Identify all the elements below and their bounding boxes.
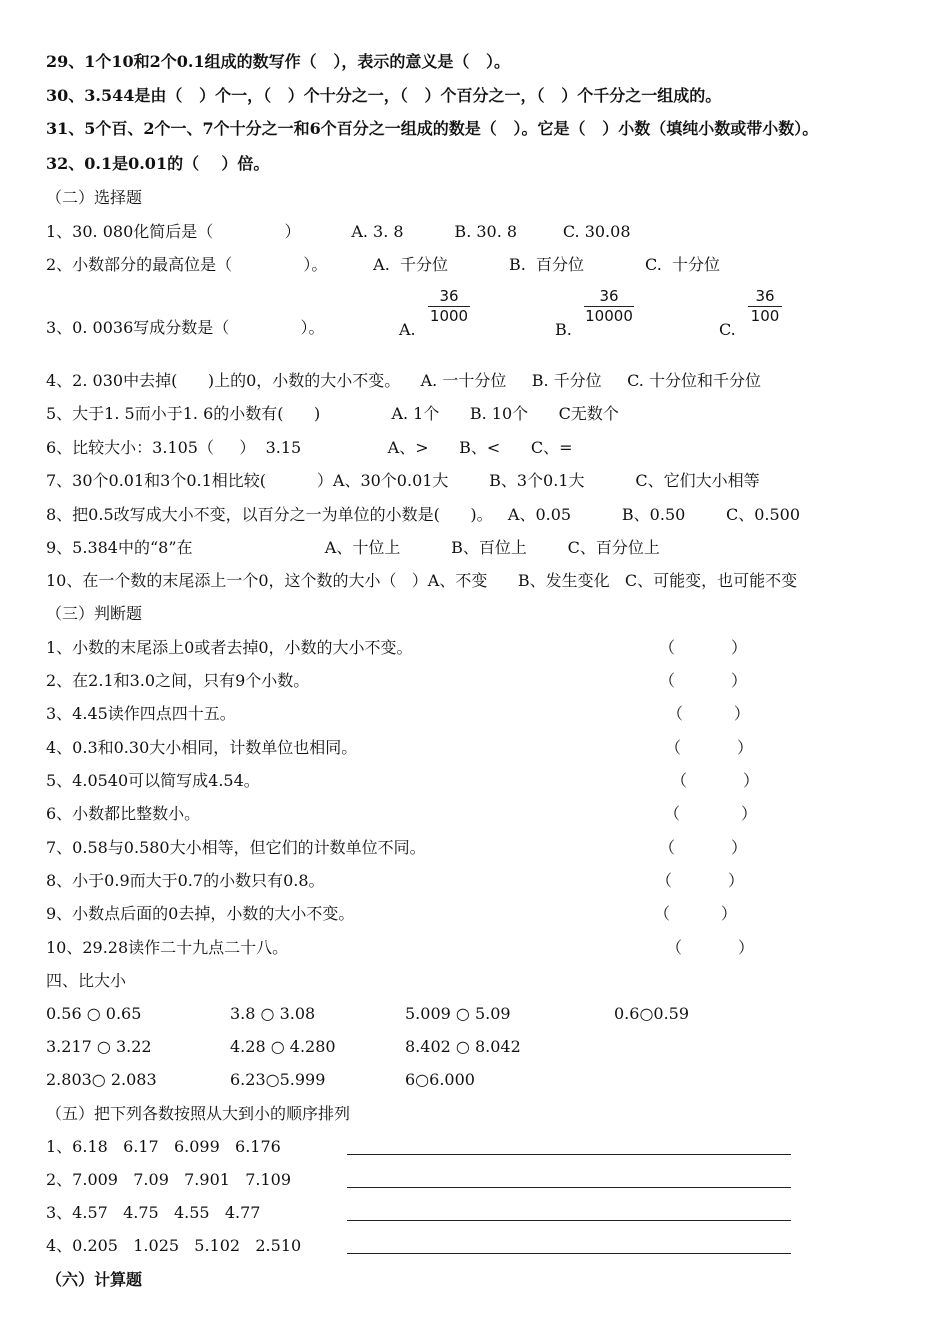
judge-answer-bracket[interactable]: （ ） — [667, 704, 750, 723]
order-item: 1、6.18 6.17 6.099 6.176 — [46, 1137, 281, 1156]
answer-line[interactable] — [347, 1187, 791, 1188]
choice-3-option-c-label: C. — [719, 320, 736, 339]
judge-item: 1、小数的末尾添上0或者去掉0，小数的大小不变。 — [46, 638, 413, 657]
fraction-denominator: 10000 — [585, 307, 633, 325]
judge-item: 9、小数点后面的0去掉，小数的大小不变。 — [46, 904, 355, 923]
choice-3-option-b-fraction — [584, 288, 634, 325]
choice-question-4: 4、2. 030中去掉( )上的0，小数的大小不变。 A. 一十分位 B. 千分位 C. 十分位和千分位 — [46, 371, 761, 390]
answer-line[interactable] — [347, 1154, 791, 1155]
answer-line[interactable] — [347, 1253, 791, 1254]
compare-item: 0.56 ○ 0.65 — [46, 1004, 142, 1023]
judge-item: 5、4.0540可以简写成4.54。 — [46, 771, 260, 790]
compare-item: 3.8 ○ 3.08 — [230, 1004, 316, 1023]
question-29: 29、1个10和2个0.1组成的数写作（ ），表示的意义是（ ）。 — [46, 52, 511, 71]
compare-item: 0.6○0.59 — [614, 1004, 690, 1023]
compare-item: 4.28 ○ 4.280 — [230, 1037, 336, 1056]
judge-answer-bracket[interactable]: （ ） — [659, 838, 747, 857]
judge-answer-bracket[interactable]: （ ） — [656, 871, 744, 890]
order-item: 4、0.205 1.025 5.102 2.510 — [46, 1236, 302, 1255]
choice-question-6: 6、比较大小：3.105（ ） 3.15 A、> B、< C、= — [46, 438, 573, 457]
judge-answer-bracket[interactable]: （ ） — [654, 904, 737, 923]
judge-item: 2、在2.1和3.0之间，只有9个小数。 — [46, 671, 310, 690]
fraction-denominator: 1000 — [429, 307, 469, 325]
judge-answer-bracket[interactable]: （ ） — [659, 638, 747, 657]
choice-3-option-a-label: A. — [399, 320, 416, 339]
question-30: 30、3.544是由（ ）个一，（ ）个十分之一，（ ）个百分之一，（ ）个千分之一组成的。 — [46, 86, 722, 105]
compare-item: 8.402 ○ 8.042 — [405, 1037, 521, 1056]
judge-item: 10、29.28读作二十九点二十八。 — [46, 938, 289, 957]
compare-item: 2.803○ 2.083 — [46, 1070, 157, 1089]
choice-question-10: 10、在一个数的末尾添上一个0，这个数的大小（ ）A、不变 B、发生变化 C、可能变，也可能不变 — [46, 571, 798, 590]
section-heading-calc: （六）计算题 — [46, 1270, 143, 1289]
section-heading-order: （五）把下列各数按照从大到小的顺序排列 — [46, 1104, 351, 1123]
fraction-denominator: 100 — [750, 307, 780, 325]
choice-question-8: 8、把0.5改写成大小不变，以百分之一为单位的小数是( )。 A、0.05 B、0.50 C、0.500 — [46, 505, 801, 524]
choice-question-5: 5、大于1. 5而小于1. 6的小数有( ) A. 1个 B. 10个 C无数个 — [46, 404, 619, 423]
judge-answer-bracket[interactable]: （ ） — [671, 771, 759, 790]
choice-question-9: 9、5.384中的“8”在 A、十位上 B、百位上 C、百分位上 — [46, 538, 660, 557]
compare-item: 6○6.000 — [405, 1070, 475, 1089]
judge-item: 3、4.45读作四点四十五。 — [46, 704, 236, 723]
judge-item: 7、0.58与0.580大小相等，但它们的计数单位不同。 — [46, 838, 426, 857]
answer-line[interactable] — [347, 1220, 791, 1221]
choice-question-7: 7、30个0.01和3个0.1相比较( ）A、30个0.01大 B、3个0.1大 C、它们大小相等 — [46, 471, 760, 490]
choice-question-3-stem: 3、0. 0036写成分数是（ ）。 — [46, 318, 325, 337]
compare-item: 3.217 ○ 3.22 — [46, 1037, 152, 1056]
section-heading-compare: 四、比大小 — [46, 971, 127, 990]
question-32: 32、0.1是0.01的（ ）倍。 — [46, 154, 270, 173]
judge-item: 6、小数都比整数小。 — [46, 804, 201, 823]
choice-question-2: 2、小数部分的最高位是（ ）。 A. 千分位 B. 百分位 C. 十分位 — [46, 255, 720, 274]
judge-answer-bracket[interactable]: （ ） — [665, 738, 753, 757]
judge-answer-bracket[interactable]: （ ） — [664, 804, 758, 823]
question-31: 31、5个百、2个一、7个十分之一和6个百分之一组成的数是（ ）。它是（ ）小数（填纯小数或带小数）。 — [46, 119, 819, 138]
order-item: 3、4.57 4.75 4.55 4.77 — [46, 1203, 261, 1222]
choice-3-option-c-fraction — [748, 288, 782, 325]
compare-item: 5.009 ○ 5.09 — [405, 1004, 511, 1023]
judge-answer-bracket[interactable]: （ ） — [659, 671, 747, 690]
judge-item: 8、小于0.9而大于0.7的小数只有0.8。 — [46, 871, 325, 890]
compare-item: 6.23○5.999 — [230, 1070, 326, 1089]
fraction-numerator: 36 — [439, 287, 459, 305]
fraction-numerator: 36 — [755, 287, 775, 305]
order-item: 2、7.009 7.09 7.901 7.109 — [46, 1170, 291, 1189]
choice-3-option-b-label: B. — [555, 320, 572, 339]
judge-answer-bracket[interactable]: （ ） — [666, 938, 754, 957]
choice-question-1: 1、30. 080化简后是（ ） A. 3. 8 B. 30. 8 C. 30.08 — [46, 222, 631, 241]
judge-item: 4、0.3和0.30大小相同，计数单位也相同。 — [46, 738, 358, 757]
choice-3-option-a-fraction — [428, 288, 470, 325]
section-heading-choice: （二）选择题 — [46, 188, 143, 207]
fraction-numerator: 36 — [599, 287, 619, 305]
section-heading-judge: （三）判断题 — [46, 604, 143, 623]
